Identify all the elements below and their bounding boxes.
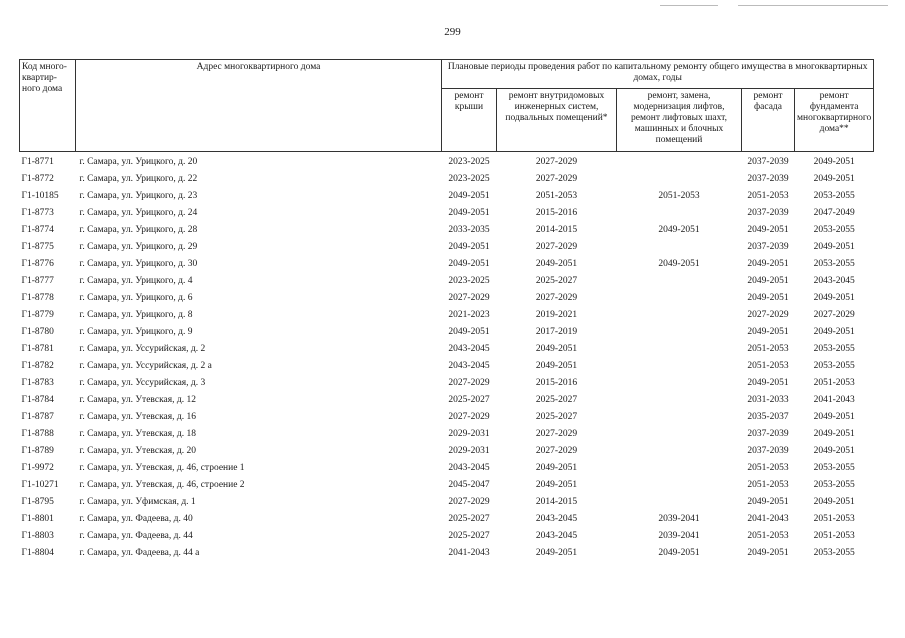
- foundation-cell: 2049-2051: [813, 242, 855, 252]
- foundation-cell: 2041-2043: [813, 395, 855, 405]
- address-cell: г. Самара, ул. Урицкого, д. 8: [79, 310, 193, 320]
- address-cell: г. Самара, ул. Уссурийская, д. 2 а: [79, 361, 212, 371]
- code-cell: Г1-8778: [21, 293, 54, 303]
- foundation-cell: 2051-2053: [813, 378, 855, 388]
- foundation-cell: 2043-2045: [813, 276, 855, 286]
- code-cell: Г1-8779: [21, 310, 54, 320]
- code-header: Код много-квартир-ного дома: [20, 60, 76, 152]
- table-row: [20, 188, 874, 205]
- roof-cell: 2027-2029: [448, 497, 490, 507]
- address-cell: г. Самара, ул. Урицкого, д. 4: [79, 276, 193, 286]
- foundation-cell: 2053-2055: [813, 463, 855, 473]
- elevators-cell: [617, 290, 742, 307]
- roof-cell: 2023-2025: [448, 174, 490, 184]
- table-row: [20, 307, 874, 324]
- facade-cell: 2049-2051: [747, 548, 789, 558]
- address-cell: г. Самара, ул. Утевская, д. 12: [79, 395, 196, 405]
- table-row: [20, 205, 874, 222]
- address-cell: г. Самара, ул. Уссурийская, д. 2: [79, 344, 206, 354]
- page-number: 299: [444, 26, 461, 38]
- code-cell: Г1-8787: [21, 412, 54, 422]
- foundation-cell: 2049-2051: [813, 446, 855, 456]
- capital-repair-schedule-table: [19, 59, 874, 562]
- roof-cell: 2033-2035: [448, 225, 490, 235]
- systems-cell: 2049-2051: [535, 344, 578, 354]
- address-cell: г. Самара, ул. Урицкого, д. 20: [79, 157, 198, 167]
- code-cell: Г1-8788: [21, 429, 54, 439]
- roof-header: ремонт крыши: [442, 89, 497, 152]
- elevators-cell: [617, 341, 742, 358]
- foundation-cell: 2047-2049: [813, 208, 855, 218]
- address-cell: г. Самара, ул. Урицкого, д. 23: [79, 191, 198, 201]
- table-row: [20, 511, 874, 528]
- roof-cell: 2025-2027: [448, 514, 490, 524]
- systems-cell: 2014-2015: [535, 225, 578, 235]
- facade-cell: 2035-2037: [747, 412, 789, 422]
- address-cell: г. Самара, ул. Урицкого, д. 9: [79, 327, 193, 337]
- table-row: [20, 324, 874, 341]
- systems-cell: 2043-2045: [535, 531, 578, 541]
- code-cell: Г1-8783: [21, 378, 54, 388]
- foundation-cell: 2049-2051: [813, 157, 855, 167]
- code-cell: Г1-8789: [21, 446, 54, 456]
- table-row: [20, 443, 874, 460]
- roof-cell: 2041-2043: [448, 548, 490, 558]
- code-cell: Г1-8782: [21, 361, 54, 371]
- roof-cell: 2049-2051: [448, 208, 490, 218]
- systems-cell: 2025-2027: [535, 395, 578, 405]
- elevators-cell: 2051-2053: [658, 191, 700, 201]
- foundation-cell: 2053-2055: [813, 480, 855, 490]
- roof-cell: 2045-2047: [448, 480, 490, 490]
- scan-mark-line: [660, 5, 718, 6]
- facade-cell: 2031-2033: [747, 395, 789, 405]
- foundation-cell: 2049-2051: [813, 497, 855, 507]
- table-row: [20, 528, 874, 545]
- code-cell: Г1-8777: [21, 276, 54, 286]
- facade-cell: 2049-2051: [747, 378, 789, 388]
- elevators-cell: 2039-2041: [658, 514, 700, 524]
- code-cell: Г1-8803: [21, 531, 54, 541]
- systems-cell: 2027-2029: [535, 429, 578, 439]
- facade-cell: 2037-2039: [747, 446, 789, 456]
- code-cell: Г1-8795: [21, 497, 54, 507]
- systems-cell: 2043-2045: [535, 514, 578, 524]
- address-cell: г. Самара, ул. Фадеева, д. 44: [79, 531, 193, 541]
- address-cell: г. Самара, ул. Уссурийская, д. 3: [79, 378, 206, 388]
- periods-header: Плановые периоды проведения работ по капитальному ремонту общего имущества в многоквартирных домах, годы: [442, 60, 874, 89]
- elevators-cell: 2049-2051: [658, 259, 700, 269]
- foundation-cell: 2053-2055: [813, 259, 855, 269]
- code-cell: Г1-8780: [21, 327, 54, 337]
- elevators-cell: [617, 358, 742, 375]
- code-cell: Г1-8773: [21, 208, 54, 218]
- roof-cell: 2027-2029: [448, 412, 490, 422]
- code-cell: Г1-8801: [21, 514, 54, 524]
- facade-cell: 2049-2051: [747, 225, 789, 235]
- systems-cell: 2049-2051: [535, 480, 578, 490]
- roof-cell: 2043-2045: [448, 344, 490, 354]
- elevators-cell: [617, 171, 742, 188]
- systems-cell: 2051-2053: [535, 191, 578, 201]
- elevators-cell: 2049-2051: [658, 548, 700, 558]
- address-cell: г. Самара, ул. Урицкого, д. 6: [79, 293, 193, 303]
- address-cell: г. Самара, ул. Утевская, д. 18: [79, 429, 196, 439]
- foundation-cell: 2053-2055: [813, 225, 855, 235]
- systems-cell: 2027-2029: [535, 446, 578, 456]
- table-row: [20, 409, 874, 426]
- elevators-cell: [617, 273, 742, 290]
- table-row: [20, 273, 874, 290]
- table-row: [20, 154, 874, 171]
- roof-cell: 2025-2027: [448, 395, 490, 405]
- table-row: [20, 239, 874, 256]
- facade-header: ремонт фасада: [742, 89, 795, 152]
- address-cell: г. Самара, ул. Утевская, д. 46, строение 1: [79, 463, 245, 473]
- roof-cell: 2021-2023: [448, 310, 490, 320]
- facade-cell: 2051-2053: [747, 531, 789, 541]
- facade-cell: 2049-2051: [747, 259, 789, 269]
- address-cell: г. Самара, ул. Урицкого, д. 28: [79, 225, 198, 235]
- facade-cell: 2049-2051: [747, 497, 789, 507]
- table-row: [20, 545, 874, 562]
- table-row: [20, 222, 874, 239]
- code-cell: Г1-8781: [21, 344, 54, 354]
- systems-cell: 2049-2051: [535, 361, 578, 371]
- address-cell: г. Самара, ул. Уфимская, д. 1: [79, 497, 196, 507]
- roof-cell: 2049-2051: [448, 191, 490, 201]
- elevators-cell: [617, 460, 742, 477]
- roof-cell: 2049-2051: [448, 327, 490, 337]
- table-row: [20, 256, 874, 273]
- code-cell: Г1-8771: [21, 157, 54, 167]
- roof-cell: 2049-2051: [448, 259, 490, 269]
- facade-cell: 2049-2051: [747, 293, 789, 303]
- systems-cell: 2025-2027: [535, 276, 578, 286]
- roof-cell: 2043-2045: [448, 463, 490, 473]
- systems-header: ремонт внутридомовых инженерных систем, подвальных помещений*: [497, 89, 617, 152]
- code-cell: Г1-8776: [21, 259, 54, 269]
- address-cell: г. Самара, ул. Фадеева, д. 40: [79, 514, 193, 524]
- table-row: [20, 494, 874, 511]
- elevators-cell: 2039-2041: [658, 531, 700, 541]
- table-row: [20, 290, 874, 307]
- facade-cell: 2051-2053: [747, 191, 789, 201]
- foundation-cell: 2053-2055: [813, 191, 855, 201]
- roof-cell: 2023-2025: [448, 276, 490, 286]
- scan-mark-line: [738, 5, 888, 6]
- table-row: [20, 171, 874, 188]
- address-cell: г. Самара, ул. Фадеева, д. 44 а: [79, 548, 200, 558]
- facade-cell: 2037-2039: [747, 174, 789, 184]
- facade-cell: 2041-2043: [747, 514, 789, 524]
- code-cell: Г1-8775: [21, 242, 54, 252]
- foundation-cell: 2051-2053: [813, 514, 855, 524]
- table-row: [20, 460, 874, 477]
- address-header: Адрес многоквартирного дома: [76, 60, 442, 152]
- facade-cell: 2037-2039: [747, 429, 789, 439]
- code-cell: Г1-9972: [21, 463, 54, 473]
- roof-cell: 2027-2029: [448, 378, 490, 388]
- address-cell: г. Самара, ул. Урицкого, д. 30: [79, 259, 198, 269]
- facade-cell: 2051-2053: [747, 463, 789, 473]
- systems-cell: 2049-2051: [535, 548, 578, 558]
- foundation-cell: 2049-2051: [813, 174, 855, 184]
- roof-cell: 2049-2051: [448, 242, 490, 252]
- code-cell: Г1-8784: [21, 395, 54, 405]
- elevators-cell: [617, 154, 742, 171]
- code-cell: Г1-8772: [21, 174, 54, 184]
- elevators-cell: [617, 307, 742, 324]
- elevators-cell: [617, 324, 742, 341]
- foundation-cell: 2049-2051: [813, 293, 855, 303]
- systems-cell: 2025-2027: [535, 412, 578, 422]
- systems-cell: 2049-2051: [535, 259, 578, 269]
- elevators-cell: [617, 392, 742, 409]
- table-body: [20, 152, 874, 563]
- elevators-cell: [617, 443, 742, 460]
- roof-cell: 2023-2025: [448, 157, 490, 167]
- facade-cell: 2027-2029: [747, 310, 789, 320]
- address-cell: г. Самара, ул. Урицкого, д. 22: [79, 174, 198, 184]
- foundation-cell: 2053-2055: [813, 361, 855, 371]
- foundation-header: ремонт фундамента многоквартирного дома**: [795, 89, 874, 152]
- table-row: [20, 392, 874, 409]
- elevators-cell: [617, 426, 742, 443]
- systems-cell: 2027-2029: [535, 174, 578, 184]
- foundation-cell: 2049-2051: [813, 412, 855, 422]
- facade-cell: 2051-2053: [747, 361, 789, 371]
- table-row: [20, 477, 874, 494]
- foundation-cell: 2049-2051: [813, 327, 855, 337]
- foundation-cell: 2049-2051: [813, 429, 855, 439]
- address-cell: г. Самара, ул. Урицкого, д. 24: [79, 208, 198, 218]
- systems-cell: 2015-2016: [535, 378, 578, 388]
- foundation-cell: 2051-2053: [813, 531, 855, 541]
- roof-cell: 2025-2027: [448, 531, 490, 541]
- table-row: [20, 426, 874, 443]
- code-cell: Г1-8774: [21, 225, 54, 235]
- elevators-cell: [617, 239, 742, 256]
- systems-cell: 2019-2021: [535, 310, 578, 320]
- roof-cell: 2043-2045: [448, 361, 490, 371]
- systems-cell: 2027-2029: [535, 157, 578, 167]
- table-row: [20, 375, 874, 392]
- systems-cell: 2027-2029: [535, 242, 578, 252]
- elevators-cell: [617, 494, 742, 511]
- elevators-header: ремонт, замена, модернизация лифтов, ремонт лифтовых шахт, машинных и блочных помещений: [617, 89, 742, 152]
- foundation-cell: 2053-2055: [813, 548, 855, 558]
- foundation-cell: 2027-2029: [813, 310, 855, 320]
- facade-cell: 2049-2051: [747, 327, 789, 337]
- systems-cell: 2014-2015: [535, 497, 578, 507]
- code-cell: Г1-10271: [21, 480, 59, 490]
- roof-cell: 2029-2031: [448, 446, 490, 456]
- elevators-cell: [617, 375, 742, 392]
- facade-cell: 2051-2053: [747, 344, 789, 354]
- facade-cell: 2037-2039: [747, 157, 789, 167]
- address-cell: г. Самара, ул. Урицкого, д. 29: [79, 242, 198, 252]
- table-row: [20, 341, 874, 358]
- address-cell: г. Самара, ул. Утевская, д. 20: [79, 446, 196, 456]
- systems-cell: 2017-2019: [535, 327, 578, 337]
- facade-cell: 2049-2051: [747, 276, 789, 286]
- facade-cell: 2051-2053: [747, 480, 789, 490]
- facade-cell: 2037-2039: [747, 208, 789, 218]
- roof-cell: 2029-2031: [448, 429, 490, 439]
- facade-cell: 2037-2039: [747, 242, 789, 252]
- systems-cell: 2049-2051: [535, 463, 578, 473]
- elevators-cell: [617, 477, 742, 494]
- elevators-cell: 2049-2051: [658, 225, 700, 235]
- address-cell: г. Самара, ул. Утевская, д. 16: [79, 412, 196, 422]
- roof-cell: 2027-2029: [448, 293, 490, 303]
- elevators-cell: [617, 409, 742, 426]
- elevators-cell: [617, 205, 742, 222]
- code-cell: Г1-10185: [21, 191, 59, 201]
- code-cell: Г1-8804: [21, 548, 54, 558]
- address-cell: г. Самара, ул. Утевская, д. 46, строение 2: [79, 480, 245, 490]
- systems-cell: 2015-2016: [535, 208, 578, 218]
- foundation-cell: 2053-2055: [813, 344, 855, 354]
- systems-cell: 2027-2029: [535, 293, 578, 303]
- table-row: [20, 358, 874, 375]
